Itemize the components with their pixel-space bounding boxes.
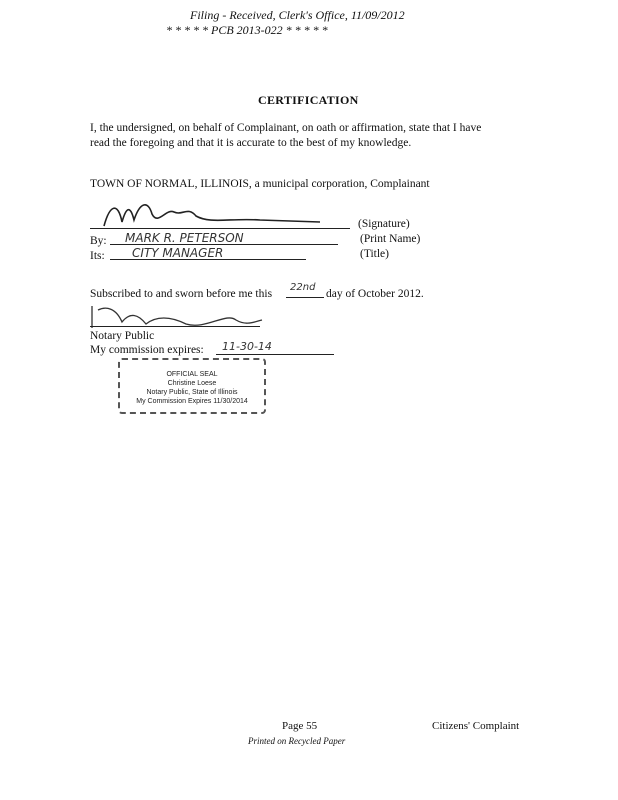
- title-label: (Title): [360, 248, 389, 260]
- notary-label: Notary Public: [90, 330, 155, 342]
- title-value: CITY MANAGER: [132, 246, 224, 260]
- notary-signature-line: [90, 326, 260, 327]
- filing-header-line1: Filing - Received, Clerk's Office, 11/09/2012: [190, 8, 405, 22]
- print-name-value: MARK R. PETERSON: [125, 231, 244, 245]
- official-seal-stamp: [118, 358, 266, 414]
- certification-paragraph-line2: read the foregoing and that it is accurate to the best of my knowledge.: [90, 137, 412, 149]
- stamp-line4: My Commission Expires 11/30/2014: [136, 398, 248, 405]
- commission-label: My commission expires:: [90, 344, 204, 356]
- day-value: 22nd: [290, 282, 316, 293]
- commission-line: [216, 354, 334, 355]
- commission-value: 11-30-14: [222, 340, 272, 353]
- signature-label: (Signature): [358, 218, 410, 230]
- its-label: Its:: [90, 250, 105, 262]
- by-label: By:: [90, 235, 107, 247]
- recycled-paper-note: Printed on Recycled Paper: [248, 736, 346, 746]
- signature-line: [90, 228, 350, 229]
- entity-line: TOWN OF NORMAL, ILLINOIS, a municipal corporation, Complainant: [90, 178, 430, 190]
- stamp-line3: Notary Public, State of Illinois: [146, 389, 238, 396]
- title-line: [110, 259, 306, 260]
- day-line: [286, 297, 324, 298]
- subscribed-suffix: day of October 2012.: [326, 288, 424, 300]
- print-name-label: (Print Name): [360, 233, 421, 245]
- page-number: Page 55: [282, 720, 318, 732]
- stamp-line1: OFFICIAL SEAL: [166, 371, 218, 378]
- certification-paragraph-line1: I, the undersigned, on behalf of Complainant, on oath or affirmation, state that I have: [90, 122, 482, 134]
- stamp-line2: Christine Loese: [167, 380, 217, 387]
- print-name-line: [110, 244, 338, 245]
- subscribed-prefix: Subscribed to and sworn before me this: [90, 288, 273, 300]
- filing-header-line2: * * * * * PCB 2013-022 * * * * *: [166, 23, 328, 37]
- document-name: Citizens' Complaint: [432, 720, 520, 732]
- document-title: CERTIFICATION: [258, 93, 359, 107]
